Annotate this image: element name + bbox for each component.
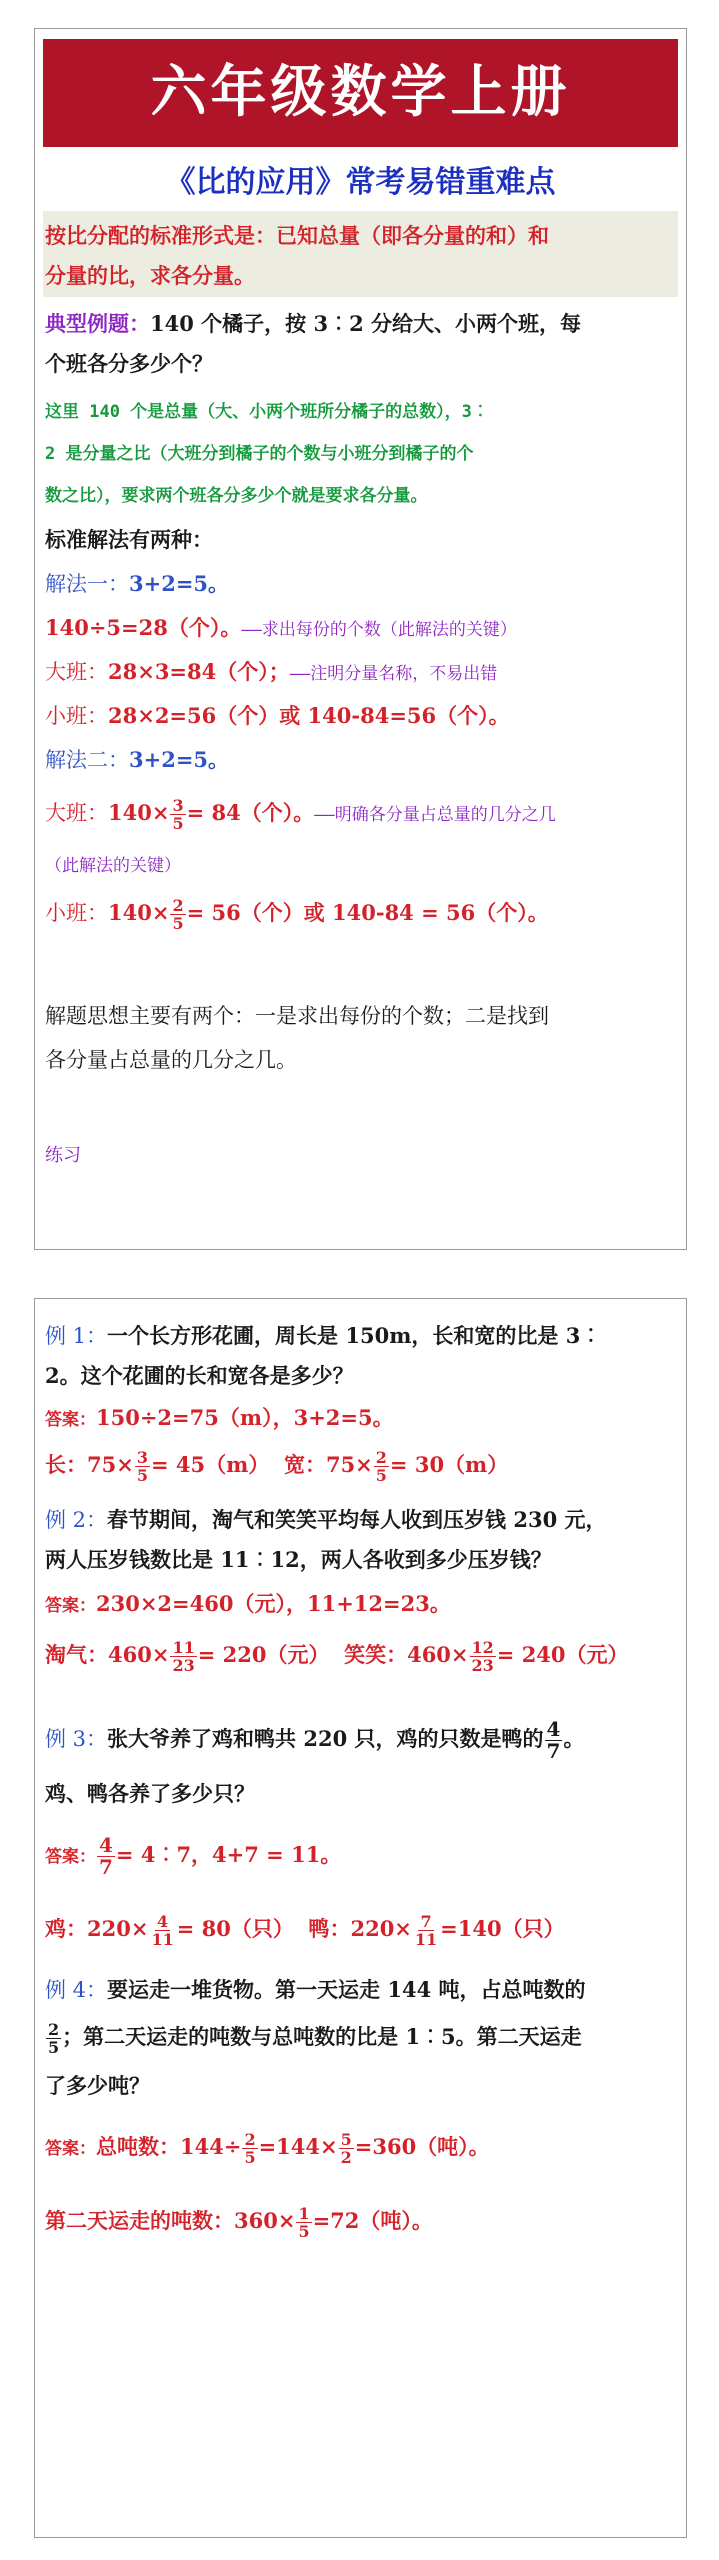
summary-line-2: 各分量占总量的几分之几。: [45, 1048, 297, 1072]
ex2-result: [45, 1639, 676, 1674]
method1-step: [45, 569, 676, 599]
ex4-line-1: [45, 1975, 676, 2005]
fraction-numerator: 2: [244, 2130, 256, 2149]
fraction-numerator: 5: [340, 2130, 352, 2149]
ex4-answer: [45, 2131, 676, 2166]
fraction-numerator: 1: [298, 2204, 310, 2223]
big-class-label: 大班：: [45, 660, 108, 684]
method1-per-share: [45, 613, 676, 645]
ex2-line-1: [45, 1505, 676, 1535]
ex1-label: 例 1：: [45, 1324, 108, 1348]
fraction-numerator: 2: [48, 2020, 60, 2039]
fraction-numerator: 4: [157, 1912, 169, 1931]
fraction-denominator: 5: [375, 1466, 387, 1485]
ex1-line-1: [45, 1321, 676, 1351]
small-class-label: 小班：: [45, 704, 108, 728]
fraction: [97, 1835, 115, 1878]
explanation-line-2: 2 是分量之比（大班分到橘子的个数与小班分到橘子的个: [45, 444, 474, 464]
small-calc-pre: 140×: [108, 900, 170, 925]
fraction-denominator: 5: [172, 814, 184, 833]
taoqi-pre: 淘气：460×: [45, 1642, 170, 1667]
fraction-denominator: 23: [172, 1656, 195, 1675]
page-subtitle: 《比的应用》常考易错重难点: [165, 165, 556, 200]
ex3-label: 例 3：: [45, 1727, 108, 1751]
xiaoxiao-post: = 240（元）: [496, 1642, 629, 1667]
ex4-line-2: [45, 2021, 676, 2056]
answer-label: 答案：: [45, 1410, 96, 1430]
fraction: [135, 1449, 150, 1484]
per-share-calc: 140÷5=28（个）。: [45, 615, 242, 640]
fraction: [46, 2021, 61, 2056]
ex1-result: [45, 1449, 676, 1484]
fraction-denominator: 7: [546, 1739, 561, 1763]
fraction: [242, 2131, 257, 2166]
fraction: [545, 1719, 563, 1762]
definition-line-1: 按比分配的标准形式是：已知总量（即各分量的和）和: [45, 223, 549, 248]
small-class-label: 小班：: [45, 901, 108, 925]
length-pre: 长：75×: [45, 1452, 134, 1477]
fraction-denominator: 23: [471, 1656, 494, 1675]
fraction-numerator: 11: [172, 1638, 195, 1657]
explanation-line-3: 数之比），要求两个班各分多少个就是要求各分量。: [45, 486, 428, 506]
chicken-post: = 80（只）: [176, 1916, 294, 1941]
fraction-denominator: 7: [99, 1855, 113, 1879]
answer-label: 答案：: [45, 1847, 96, 1867]
ex4-label: 例 4：: [45, 1978, 108, 2002]
fraction-denominator: 11: [414, 1930, 438, 1949]
ex1-question: 一个长方形花圃，周长是 150m，长和宽的比是 3︰: [107, 1323, 602, 1348]
fraction: [170, 1639, 196, 1674]
ex2-line-2: 两人压岁钱数比是 11︰12，两人各收到多少压岁钱？: [45, 1547, 552, 1572]
total-post: =360（吨）。: [354, 2134, 490, 2159]
fraction: [170, 797, 185, 832]
small-class-calc: 28×2=56（个）或 140-84=56（个）。: [108, 703, 510, 728]
ex3-result: [45, 1913, 676, 1948]
practice-card: [34, 1298, 687, 2538]
big-class-note: ——注明分量名称，不易出错: [289, 664, 498, 684]
method1-label: 解法一：: [45, 572, 129, 596]
fraction-denominator: 5: [48, 2038, 60, 2057]
fraction-numerator: 2: [375, 1448, 387, 1467]
fraction: [413, 1913, 439, 1948]
answer-text: 150÷2=75（m），3+2=5。: [96, 1405, 394, 1430]
day2-pre: 第二天运走的吨数：360×: [45, 2208, 296, 2233]
answer-label: 答案：: [45, 2139, 96, 2159]
fraction-numerator: 12: [471, 1638, 494, 1657]
summary-line-1: 解题思想主要有两个：一是求出每份的个数；二是找到: [45, 1004, 549, 1028]
example-text: 140 个橘子，按 3︰2 分给大、小两个班，每: [150, 311, 581, 336]
ex3-line-2: 鸡、鸭各养了多少只？: [45, 1781, 255, 1806]
total-mid: =144×: [258, 2134, 338, 2159]
fraction: [296, 2205, 311, 2240]
ex4-day2: [45, 2205, 676, 2240]
big-calc-pre: 140×: [108, 800, 170, 825]
fraction-denominator: 5: [136, 1466, 148, 1485]
fraction-numerator: 4: [99, 1833, 113, 1857]
example-line-1: [45, 309, 676, 339]
length-post: = 45（m）: [150, 1452, 270, 1477]
big-class-label: 大班：: [45, 801, 108, 825]
page-title: 六年级数学上册: [43, 39, 678, 147]
small-calc-post: = 56（个）或 140-84 = 56（个）。: [186, 900, 549, 925]
method2-step-text: 3+2=5。: [129, 747, 230, 772]
fraction-numerator: 3: [136, 1448, 148, 1467]
method2-step: [45, 745, 676, 775]
ex1-answer: [45, 1403, 676, 1435]
fraction-denominator: 2: [340, 2148, 352, 2167]
ex4-question: 要运走一堆货物。第一天运走 144 吨，占总吨数的: [107, 1977, 586, 2002]
duck-post: =140（只）: [440, 1916, 565, 1941]
ex4-line-3: 了多少吨？: [45, 2073, 150, 2098]
ex3-answer: [45, 1835, 676, 1878]
method1-step-text: 3+2=5。: [129, 571, 230, 596]
method2-label: 解法二：: [45, 748, 129, 772]
duck-pre: 鸭：220×: [308, 1916, 412, 1941]
ex3-question: 张大爷养了鸡和鸭共 220 只，鸡的只数是鸭的: [107, 1726, 544, 1751]
answer-text: = 4︰7，4+7 = 11。: [115, 1842, 342, 1867]
fraction: [170, 897, 185, 932]
ex4-question-2: ；第二天运走的吨数与总吨数的比是 1︰5。第二天运走: [62, 2024, 582, 2049]
ex2-label: 例 2：: [45, 1508, 108, 1532]
big-class-calc: 28×3=84（个）；: [108, 659, 290, 684]
width-pre: 宽：75×: [283, 1452, 373, 1477]
chicken-pre: 鸡：220×: [45, 1916, 149, 1941]
explanation-line-1: 这里 140 个是总量（大、小两个班所分橘子的总数），3︰: [45, 402, 489, 422]
ex1-line-2: 2。这个花圃的长和宽各是多少？: [45, 1363, 354, 1388]
taoqi-post: = 220（元）: [197, 1642, 330, 1667]
method2-big: [45, 797, 676, 832]
lesson-card: [34, 28, 687, 1250]
example-label: 典型例题：: [45, 311, 150, 336]
fraction-numerator: 2: [172, 896, 184, 915]
answer-label: 答案：: [45, 1596, 96, 1616]
per-share-note: ——求出每份的个数（此解法的关键）: [241, 620, 517, 640]
fraction: [149, 1913, 175, 1948]
fraction-numerator: 7: [420, 1912, 432, 1931]
method1-big: [45, 657, 676, 689]
fraction: [339, 2131, 354, 2166]
fraction-numerator: 3: [172, 796, 184, 815]
day2-post: =72（吨）。: [312, 2208, 433, 2233]
example-line-2: 个班各分多少个？: [45, 351, 213, 376]
methods-intro: 标准解法有两种：: [45, 527, 213, 552]
fraction-denominator: 5: [298, 2222, 310, 2241]
xiaoxiao-pre: 笑笑：460×: [344, 1642, 469, 1667]
method1-small: [45, 701, 676, 731]
big-calc-post: = 84（个）。: [186, 800, 315, 825]
fraction: [470, 1639, 496, 1674]
ex3-question-end: 。: [563, 1726, 585, 1751]
fraction: [374, 1449, 389, 1484]
fraction-denominator: 5: [172, 914, 184, 933]
answer-text: 230×2=460（元），11+12=23。: [96, 1591, 451, 1616]
method2-big-note-2: （此解法的关键）: [45, 856, 181, 876]
ex2-question: 春节期间，淘气和笑笑平均每人收到压岁钱 230 元，: [107, 1507, 607, 1532]
fraction-denominator: 11: [151, 1930, 174, 1949]
practice-label: 练习: [45, 1145, 81, 1166]
total-pre: 总吨数：144÷: [96, 2134, 242, 2159]
method2-small: [45, 897, 676, 932]
definition-line-2: 分量的比，求各分量。: [45, 263, 255, 288]
width-post: = 30（m）: [389, 1452, 509, 1477]
fraction-denominator: 5: [244, 2148, 256, 2167]
big-class-note: ——明确各分量占总量的几分之几: [314, 805, 556, 825]
ex3-line-1: [45, 1719, 676, 1762]
fraction-numerator: 4: [546, 1717, 561, 1741]
ex2-answer: [45, 1589, 676, 1621]
